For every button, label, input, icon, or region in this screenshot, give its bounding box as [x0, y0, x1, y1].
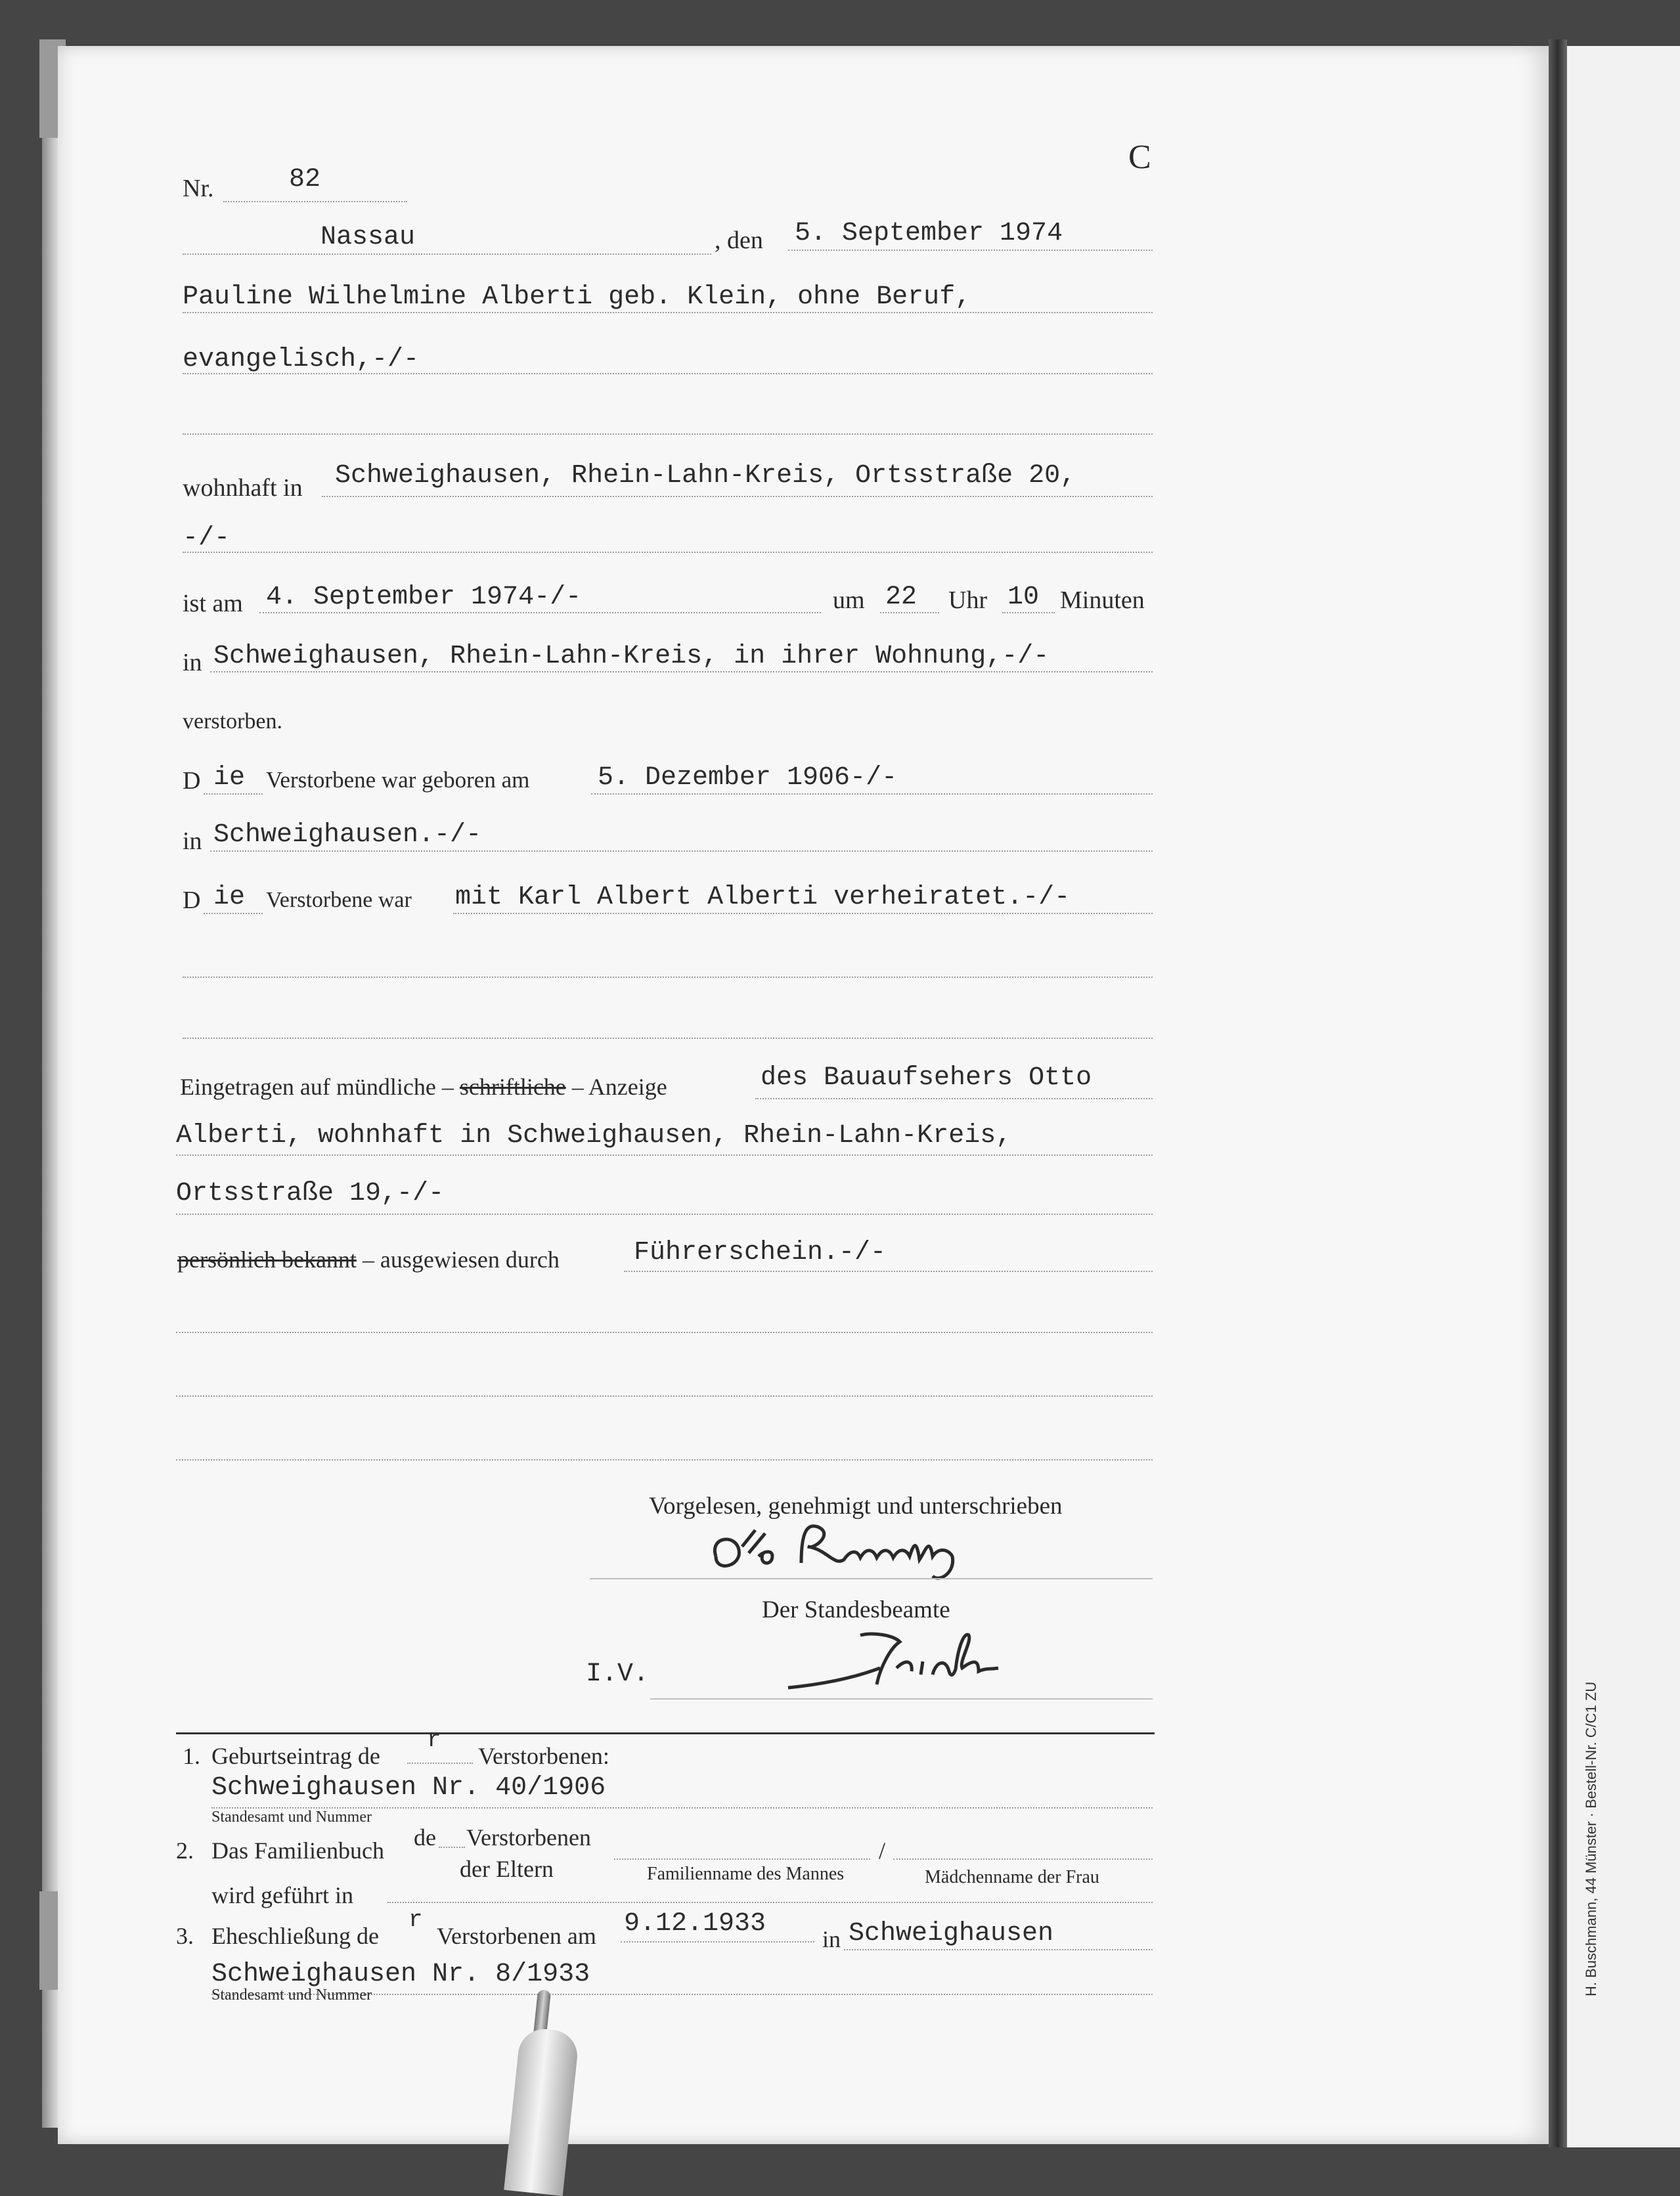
note-1-value: Schweighausen Nr. 40/1906: [211, 1773, 606, 1803]
nr-value: 82: [289, 165, 321, 194]
in-label: in: [183, 649, 202, 676]
minuten-label: Minuten: [1060, 586, 1145, 614]
note-3-place: Schweighausen: [849, 1919, 1054, 1948]
note-3-value: Schweighausen Nr. 8/1933: [211, 1960, 590, 1989]
blank-rule-6: [176, 1459, 1153, 1460]
name-rule-2: [183, 373, 1153, 374]
vorgelesen-label: Vorgelesen, genehmigt und unterschrieben: [649, 1493, 1063, 1520]
ist-am-label: ist am: [183, 590, 243, 617]
informant-rule-2: [176, 1154, 1153, 1156]
publisher-imprint: H. Buschmann, 44 Münster · Bestell-Nr. C/C1 ZU: [1583, 1681, 1599, 1996]
note-2-eltern: der Eltern: [460, 1856, 554, 1882]
date-line: [788, 250, 1153, 251]
blank-rule-2: [183, 977, 1153, 978]
uhr-label: Uhr: [948, 586, 988, 614]
note-2-frau-rule: [893, 1858, 1153, 1860]
note-3-date: 9.12.1933: [624, 1909, 766, 1939]
identity-line: [177, 1248, 560, 1271]
informant-line-2: Alberti, wohnhaft in Schweighausen, Rhein-Lahn-Kreis,: [176, 1121, 1012, 1151]
ie-rule-2: [204, 913, 263, 914]
note-2-mann-rule: [614, 1858, 870, 1860]
signature-registrar: [782, 1622, 1031, 1694]
note-2-num: 2.: [176, 1837, 194, 1864]
note-3-num: 3.: [176, 1923, 194, 1949]
minute-value: 10: [1007, 582, 1040, 612]
geboren-label: Verstorbene war geboren am: [266, 767, 530, 793]
note-3-label: Eheschließung de: [211, 1923, 379, 1949]
wohnhaft-label: wohnhaft in: [183, 474, 303, 502]
note-2-label-2: wird geführt in: [211, 1882, 353, 1908]
standesbeamte-label: Der Standesbeamte: [762, 1596, 950, 1623]
anzeige-text: – Anzeige: [571, 1074, 667, 1100]
spouse-value: mit Karl Albert Alberti verheiratet.-/-: [455, 883, 1071, 912]
informant-rule-3: [176, 1214, 1153, 1215]
death-place-value: Schweighausen, Rhein-Lahn-Kreis, in ihrer Wohnung,-/-: [213, 642, 1050, 671]
informant-rule-1: [755, 1098, 1153, 1099]
den-label: , den: [715, 227, 763, 254]
death-date-value: 4. September 1974-/-: [266, 582, 582, 612]
minute-rule: [1002, 612, 1055, 613]
hour-rule: [880, 612, 939, 613]
name-rule-1: [183, 312, 1153, 313]
signature-rule-2: [650, 1698, 1153, 1700]
address-rule-1: [322, 496, 1153, 497]
note-2-de-rule: [439, 1847, 465, 1848]
signature-rule-1: [590, 1578, 1153, 1579]
birth-place-value: Schweighausen.-/-: [213, 820, 482, 850]
d-label-1: D: [183, 767, 201, 795]
nr-line: [223, 201, 407, 202]
eingetragen-text: Eingetragen auf mündliche –: [180, 1074, 454, 1100]
note-2-frau-caption: Mädchenname der Frau: [925, 1867, 1099, 1887]
ausgewiesen-text: – ausgewiesen durch: [362, 1246, 560, 1273]
note-2-verstorbenen: Verstorbenen: [466, 1824, 591, 1851]
note-3-label-2: Verstorbenen am: [437, 1923, 596, 1949]
date-value: 5. September 1974: [795, 219, 1063, 248]
form-letter: C: [1128, 139, 1151, 176]
note-1-label: Geburtseintrag de: [211, 1743, 380, 1769]
note-3-place-rule: [844, 1949, 1153, 1950]
d-label-2: D: [183, 887, 201, 914]
note-3-caption: Standesamt und Nummer: [211, 1987, 372, 2004]
death-place-rule: [210, 671, 1153, 672]
um-label: um: [833, 586, 865, 614]
place-line: [183, 253, 711, 255]
address-line-1: Schweighausen, Rhein-Lahn-Kreis, Ortsstraße 20,: [335, 461, 1076, 491]
ie-fill-2: ie: [213, 883, 246, 912]
note-3-date-rule: [621, 1941, 814, 1943]
note-2-label: Das Familienbuch: [211, 1837, 384, 1864]
note-1-num: 1.: [183, 1743, 200, 1769]
death-date-rule: [259, 612, 821, 613]
ie-rule-1: [204, 793, 263, 795]
address-rule-2: [183, 552, 1153, 553]
place-value: Nassau: [321, 223, 416, 252]
note-2-slash: /: [879, 1837, 886, 1864]
blank-rule-3: [183, 1038, 1153, 1039]
birth-date-value: 5. Dezember 1906-/-: [598, 763, 898, 793]
ie-fill-1: ie: [213, 763, 246, 793]
note-3-fill: r: [409, 1906, 423, 1933]
verheiratet-label: Verstorbene war: [266, 888, 412, 912]
schriftliche-struck: schriftliche: [459, 1074, 566, 1100]
note-2-mann-caption: Familienname des Mannes: [647, 1864, 845, 1884]
spouse-rule: [453, 913, 1153, 914]
notes-divider: [176, 1732, 1155, 1734]
bekannt-struck: persönlich bekannt: [177, 1246, 357, 1273]
book-gutter: [1549, 39, 1567, 2147]
informant-line-1: des Bauaufsehers Otto: [761, 1063, 1092, 1093]
note-1-caption: Standesamt und Nummer: [211, 1809, 372, 1826]
informant-line-3: Ortsstraße 19,-/-: [176, 1179, 445, 1208]
birth-place-rule: [210, 850, 1153, 852]
birth-date-rule: [591, 793, 1153, 795]
blank-rule-1: [183, 433, 1153, 435]
nr-label: Nr.: [183, 175, 214, 202]
note-1-fill-rule: [407, 1763, 473, 1764]
name-line-2: evangelisch,-/-: [183, 345, 420, 374]
note-1-fill: r: [427, 1726, 441, 1753]
eingetragen-label: [180, 1075, 667, 1099]
name-line-1: Pauline Wilhelmine Alberti geb. Klein, ohne Beruf,: [183, 282, 971, 312]
note-1-label-2: Verstorbenen:: [478, 1743, 609, 1769]
note-2-rule: [387, 1902, 1153, 1903]
id-document-rule: [624, 1271, 1153, 1272]
hour-value: 22: [885, 582, 917, 612]
blank-rule-4: [176, 1332, 1153, 1333]
verstorben-label: verstorben.: [183, 709, 283, 734]
note-2-de: de: [414, 1824, 436, 1851]
address-line-2: -/-: [183, 523, 231, 553]
blank-rule-5: [176, 1395, 1153, 1397]
note-3-in: in: [822, 1926, 841, 1952]
iv-label: I.V.: [586, 1659, 650, 1689]
id-document-value: Führerschein.-/-: [634, 1238, 887, 1267]
in-label-2: in: [183, 827, 202, 855]
signature-informant: [703, 1510, 998, 1589]
